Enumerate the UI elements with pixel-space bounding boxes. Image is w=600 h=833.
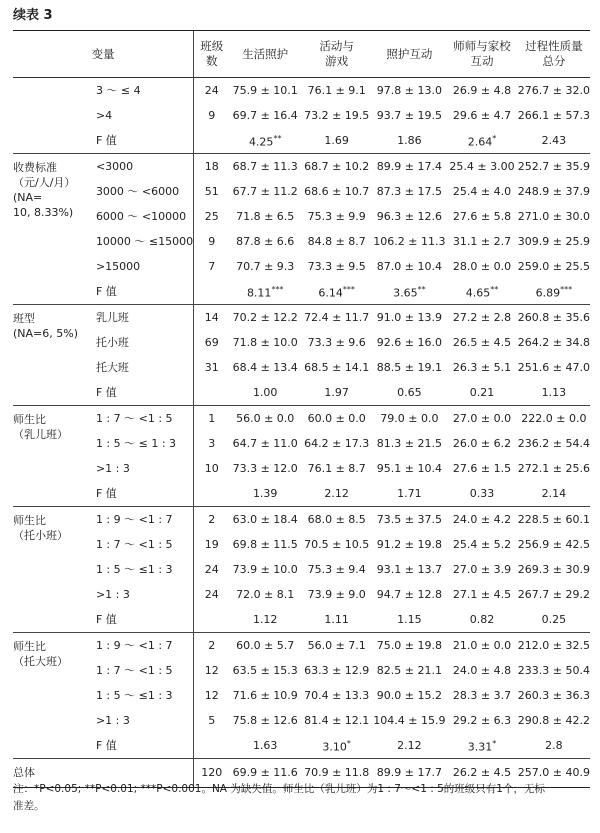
level-cell: 10000 ～ ≤15000 — [95, 234, 194, 248]
value-cell: 260.8 ± 35.6 — [518, 305, 590, 331]
table-row — [13, 279, 590, 305]
table-row — [13, 355, 590, 380]
level-cell: F 值 — [95, 738, 117, 752]
value-cell: 91.0 ± 13.9 — [372, 305, 446, 331]
value-cell: 91.2 ± 19.8 — [376, 537, 442, 551]
value-cell: 251.6 ± 47.0 — [517, 360, 590, 374]
total-label: 总体 — [13, 759, 194, 788]
value-cell: 73.3 ± 12.0 — [232, 461, 298, 475]
value-cell: 8.11*** — [246, 284, 284, 300]
value-cell: 72.4 ± 11.7 — [301, 305, 372, 331]
value-cell: 3.65** — [393, 284, 426, 300]
total-count-cell: 120 — [194, 759, 230, 788]
count-cell — [194, 607, 230, 633]
value-cell: 68.0 ± 8.5 — [301, 507, 372, 533]
value-cell: 56.0 ± 7.1 — [301, 633, 372, 659]
value-cell: 93.7 ± 19.5 — [376, 108, 442, 122]
count-cell: 12 — [194, 683, 230, 708]
value-cell: 4.25** — [248, 133, 282, 149]
table-row — [13, 305, 590, 331]
note-line-1: 注：*P<0.05; **P<0.01; ***P<0.001。NA 为缺失值。师生比（乳儿班）为1 : 7～<1 : 5的班级只有1个，无标 — [13, 783, 545, 795]
count-cell — [194, 733, 230, 759]
level-cell: 3000 ～ <6000 — [95, 184, 180, 198]
value-cell: 1.12 — [252, 612, 278, 626]
value-cell: 276.7 ± 32.0 — [517, 83, 590, 97]
table-row — [13, 481, 590, 507]
value-cell: 2.12 — [397, 738, 422, 752]
value-cell: 1.39 — [252, 486, 278, 500]
group-label — [13, 305, 90, 406]
value-cell: 6.89*** — [535, 284, 573, 300]
value-cell: 68.7 ± 10.2 — [301, 154, 372, 180]
header-life-care: 生活照护 — [229, 31, 300, 78]
value-cell: 6.14*** — [318, 284, 355, 300]
value-cell: 26.3 ± 5.1 — [452, 360, 512, 374]
value-cell: 2.43 — [541, 133, 567, 147]
value-cell: 25.4 ± 3.00 — [446, 154, 517, 180]
value-cell: 1.71 — [397, 486, 422, 500]
significance-mark: ** — [417, 284, 426, 294]
table-row — [13, 582, 590, 607]
count-cell: 2 — [194, 633, 230, 659]
count-cell — [194, 128, 230, 154]
value-cell: 228.5 ± 60.1 — [518, 507, 590, 533]
count-cell: 24 — [194, 582, 230, 607]
value-cell: 3.10* — [322, 738, 351, 754]
value-cell: 64.2 ± 17.3 — [304, 436, 370, 450]
total-value-cell: 70.9 ± 11.8 — [301, 759, 372, 788]
table-caption: 续表 3 — [13, 8, 53, 23]
significance-mark: *** — [560, 284, 573, 294]
level-cell: >1 : 3 — [95, 587, 130, 601]
level-cell: 1 : 5 ～ ≤1 : 3 — [95, 562, 173, 576]
value-cell: 70.2 ± 12.2 — [229, 305, 300, 331]
value-cell: 63.0 ± 18.4 — [229, 507, 300, 533]
value-cell: 264.2 ± 34.8 — [517, 335, 590, 349]
value-cell: 60.0 ± 0.0 — [301, 406, 372, 432]
table-row — [13, 380, 590, 406]
value-cell: 212.0 ± 32.5 — [518, 633, 590, 659]
value-cell: 0.21 — [469, 385, 495, 399]
group-label — [13, 154, 90, 305]
value-cell: 29.2 ± 6.3 — [452, 713, 512, 727]
value-cell: 222.0 ± 0.0 — [518, 406, 590, 432]
table-row — [13, 406, 590, 432]
header-process-quality: 过程性质量 总分 — [518, 31, 590, 78]
count-cell: 5 — [194, 708, 230, 733]
value-cell: 73.5 ± 37.5 — [372, 507, 446, 533]
total-value-cell: 89.9 ± 17.7 — [372, 759, 446, 788]
value-cell: 69.7 ± 16.4 — [232, 108, 298, 122]
value-cell: 56.0 ± 0.0 — [229, 406, 300, 432]
table-row — [13, 733, 590, 759]
value-cell: 93.1 ± 13.7 — [376, 562, 442, 576]
data-table — [13, 30, 590, 788]
value-cell: 29.6 ± 4.7 — [452, 108, 512, 122]
table-row — [13, 607, 590, 633]
value-cell: 71.6 ± 10.9 — [232, 688, 298, 702]
value-cell: 75.8 ± 12.6 — [232, 713, 298, 727]
value-cell: 21.0 ± 0.0 — [446, 633, 517, 659]
table-row — [13, 330, 590, 355]
group-label-line: 师生比 — [13, 413, 46, 426]
value-cell: 28.3 ± 3.7 — [452, 688, 512, 702]
table-row — [13, 229, 590, 254]
value-cell: 1.86 — [397, 133, 422, 147]
header-row — [13, 31, 590, 78]
table-row — [13, 128, 590, 154]
table-row — [13, 431, 590, 456]
value-cell: 70.7 ± 9.3 — [236, 259, 295, 273]
value-cell: 1.11 — [324, 612, 349, 626]
value-cell: 236.2 ± 54.4 — [517, 436, 590, 450]
count-cell: 12 — [194, 658, 230, 683]
value-cell: 73.9 ± 10.0 — [232, 562, 298, 576]
value-cell: 252.7 ± 35.9 — [518, 154, 590, 180]
table-row — [13, 708, 590, 733]
count-cell: 9 — [194, 103, 230, 128]
table-row — [13, 204, 590, 229]
value-cell: 26.0 ± 6.2 — [452, 436, 512, 450]
value-cell: 248.9 ± 37.9 — [517, 184, 590, 198]
total-value-cell: 69.9 ± 11.6 — [229, 759, 300, 788]
value-cell: 87.0 ± 10.4 — [376, 259, 442, 273]
table-row — [13, 507, 590, 533]
level-cell: >15000 — [95, 259, 141, 273]
level-cell: F 值 — [95, 486, 117, 500]
level-cell: 1 : 7 ～ <1 : 5 — [90, 406, 194, 432]
value-cell: 1.00 — [252, 385, 278, 399]
value-cell: 71.8 ± 6.5 — [236, 209, 295, 223]
group-label-line: （托大班） — [13, 655, 68, 668]
level-cell: 托小班 — [95, 335, 129, 349]
count-cell: 31 — [194, 355, 230, 380]
value-cell: 79.0 ± 0.0 — [372, 406, 446, 432]
value-cell: 69.8 ± 11.5 — [232, 537, 298, 551]
level-cell: 1 : 9 ～ <1 : 7 — [90, 633, 194, 659]
count-cell: 25 — [194, 204, 230, 229]
value-cell: 94.7 ± 12.8 — [376, 587, 442, 601]
value-cell: 1.63 — [252, 738, 278, 752]
value-cell: 24.0 ± 4.8 — [452, 663, 512, 677]
value-cell: 63.3 ± 12.9 — [304, 663, 370, 677]
level-cell: 托大班 — [95, 360, 129, 374]
group-label-line: (NA=6, 5%) — [13, 327, 78, 340]
value-cell: 96.3 ± 12.6 — [376, 209, 442, 223]
value-cell: 0.25 — [541, 612, 567, 626]
table-body — [13, 78, 590, 788]
value-cell: 2.8 — [545, 738, 563, 752]
level-cell: F 值 — [95, 133, 117, 147]
group-label — [13, 633, 90, 759]
level-cell: <3000 — [90, 154, 194, 180]
value-cell: 73.3 ± 9.5 — [307, 259, 366, 273]
value-cell: 267.7 ± 29.2 — [517, 587, 590, 601]
count-cell: 14 — [194, 305, 230, 331]
value-cell: 1.69 — [324, 133, 349, 147]
value-cell: 259.0 ± 25.5 — [517, 259, 590, 273]
group-label-line: 10, 8.33%) — [13, 206, 74, 219]
significance-mark: ** — [273, 133, 282, 143]
table-row — [13, 683, 590, 708]
value-cell: 68.6 ± 10.7 — [304, 184, 370, 198]
group-label-line: （元/人/月） — [13, 176, 76, 189]
value-cell: 266.1 ± 57.3 — [517, 108, 590, 122]
value-cell: 233.3 ± 50.4 — [517, 663, 590, 677]
value-cell: 87.3 ± 17.5 — [376, 184, 442, 198]
value-cell: 63.5 ± 15.3 — [232, 663, 298, 677]
value-cell: 73.2 ± 19.5 — [304, 108, 370, 122]
level-cell: 3 ～ ≤ 4 — [95, 83, 141, 97]
value-cell: 82.5 ± 21.1 — [376, 663, 442, 677]
value-cell: 68.4 ± 13.4 — [232, 360, 298, 374]
header-activity-game: 活动与 游戏 — [301, 31, 372, 78]
table-row — [13, 179, 590, 204]
value-cell: 25.4 ± 5.2 — [452, 537, 512, 551]
value-cell: 75.0 ± 19.8 — [372, 633, 446, 659]
value-cell: 27.6 ± 1.5 — [452, 461, 512, 475]
value-cell: 106.2 ± 11.3 — [373, 234, 446, 248]
value-cell: 25.4 ± 4.0 — [452, 184, 512, 198]
value-cell: 76.1 ± 8.7 — [307, 461, 366, 475]
value-cell: 27.0 ± 3.9 — [452, 562, 512, 576]
significance-mark: * — [492, 738, 497, 748]
value-cell: 73.3 ± 9.6 — [307, 335, 366, 349]
note-line-2: 准差。 — [13, 800, 45, 812]
value-cell: 68.5 ± 14.1 — [304, 360, 370, 374]
value-cell: 271.0 ± 30.0 — [517, 209, 590, 223]
table-row — [13, 78, 590, 104]
group-label-line: 收费标准 — [13, 161, 57, 174]
level-cell: >1 : 3 — [95, 461, 130, 475]
significance-mark: * — [492, 133, 497, 143]
count-cell: 18 — [194, 154, 230, 180]
value-cell: 31.1 ± 2.7 — [452, 234, 512, 248]
level-cell: F 值 — [95, 612, 117, 626]
count-cell: 3 — [194, 431, 230, 456]
value-cell: 272.1 ± 25.6 — [517, 461, 590, 475]
value-cell: 70.5 ± 10.5 — [304, 537, 370, 551]
value-cell: 60.0 ± 5.7 — [229, 633, 300, 659]
value-cell: 73.9 ± 9.0 — [307, 587, 366, 601]
group-label-line: （托小班） — [13, 529, 68, 542]
value-cell: 81.4 ± 12.1 — [304, 713, 370, 727]
table-row — [13, 154, 590, 180]
count-cell: 19 — [194, 532, 230, 557]
count-cell: 9 — [194, 229, 230, 254]
level-cell: 1 : 5 ～ ≤1 : 3 — [95, 688, 173, 702]
value-cell: 27.1 ± 4.5 — [452, 587, 512, 601]
value-cell: 104.4 ± 15.9 — [373, 713, 446, 727]
table-row — [13, 557, 590, 582]
value-cell: 26.9 ± 4.8 — [452, 83, 512, 97]
value-cell: 1.97 — [324, 385, 349, 399]
group-label-line: 师生比 — [13, 514, 46, 527]
total-value-cell: 26.2 ± 4.5 — [446, 759, 517, 788]
count-cell: 51 — [194, 179, 230, 204]
level-cell: 1 : 7 ～ <1 : 5 — [95, 663, 173, 677]
significance-mark: * — [346, 738, 351, 748]
value-cell: 0.33 — [469, 486, 495, 500]
count-cell: 10 — [194, 456, 230, 481]
table-row — [13, 456, 590, 481]
count-cell: 24 — [194, 78, 230, 104]
significance-mark: *** — [342, 284, 355, 294]
level-cell: 1 : 7 ～ <1 : 5 — [95, 537, 173, 551]
value-cell: 27.2 ± 2.8 — [446, 305, 517, 331]
value-cell: 89.9 ± 17.4 — [372, 154, 446, 180]
group-label — [13, 78, 90, 154]
value-cell: 1.15 — [397, 612, 422, 626]
value-cell: 68.7 ± 11.3 — [229, 154, 300, 180]
value-cell: 2.64* — [467, 133, 497, 149]
level-cell: >1 : 3 — [95, 713, 130, 727]
value-cell: 1.13 — [541, 385, 567, 399]
value-cell: 26.5 ± 4.5 — [452, 335, 512, 349]
header-teacher-home: 师师与家校 互动 — [446, 31, 517, 78]
value-cell: 0.82 — [469, 612, 495, 626]
count-cell: 69 — [194, 330, 230, 355]
significance-mark: *** — [271, 284, 284, 294]
count-cell — [194, 481, 230, 507]
value-cell: 3.31* — [467, 738, 497, 754]
value-cell: 81.3 ± 21.5 — [376, 436, 442, 450]
header-care-interaction: 照护互动 — [372, 31, 446, 78]
value-cell: 269.3 ± 30.9 — [517, 562, 590, 576]
group-label-line: (NA= — [13, 191, 43, 204]
value-cell: 309.9 ± 25.9 — [517, 234, 590, 248]
value-cell: 71.8 ± 10.0 — [232, 335, 298, 349]
significance-mark: ** — [490, 284, 499, 294]
value-cell: 28.0 ± 0.0 — [452, 259, 512, 273]
value-cell: 75.3 ± 9.9 — [307, 209, 366, 223]
value-cell: 0.65 — [397, 385, 422, 399]
value-cell: 72.0 ± 8.1 — [236, 587, 295, 601]
value-cell: 87.8 ± 6.6 — [236, 234, 295, 248]
level-cell: 1 : 5 ～ ≤ 1 : 3 — [95, 436, 177, 450]
level-cell: F 值 — [95, 385, 117, 399]
level-cell: 乳儿班 — [90, 305, 194, 331]
count-cell: 7 — [194, 254, 230, 279]
value-cell: 75.3 ± 9.4 — [307, 562, 366, 576]
value-cell: 2.12 — [324, 486, 349, 500]
group-label-line: （乳儿班） — [13, 428, 68, 441]
count-cell: 1 — [194, 406, 230, 432]
value-cell: 67.7 ± 11.2 — [232, 184, 298, 198]
value-cell: 84.8 ± 8.7 — [307, 234, 366, 248]
table-row — [13, 254, 590, 279]
value-cell: 27.0 ± 0.0 — [446, 406, 517, 432]
group-label-line: 师生比 — [13, 640, 46, 653]
count-cell — [194, 279, 230, 305]
value-cell: 90.0 ± 15.2 — [376, 688, 442, 702]
value-cell: 260.3 ± 36.3 — [517, 688, 590, 702]
group-label-line: 班型 — [13, 312, 35, 325]
value-cell: 95.1 ± 10.4 — [376, 461, 442, 475]
group-label — [13, 507, 90, 633]
table-row — [13, 103, 590, 128]
value-cell: 88.5 ± 19.1 — [376, 360, 442, 374]
group-label — [13, 406, 90, 507]
level-cell: >4 — [95, 108, 113, 122]
table-row — [13, 633, 590, 659]
value-cell: 256.9 ± 42.5 — [517, 537, 590, 551]
value-cell: 76.1 ± 9.1 — [307, 83, 366, 97]
count-cell: 24 — [194, 557, 230, 582]
total-value-cell: 257.0 ± 40.9 — [518, 759, 590, 788]
value-cell: 2.14 — [541, 486, 567, 500]
value-cell: 75.9 ± 10.1 — [232, 83, 298, 97]
value-cell: 4.65** — [465, 284, 499, 300]
header-variable: 变量 — [13, 31, 194, 78]
level-cell: 6000 ～ <10000 — [95, 209, 187, 223]
level-cell: F 值 — [95, 284, 117, 298]
level-cell: 1 : 9 ～ <1 : 7 — [90, 507, 194, 533]
count-cell: 2 — [194, 507, 230, 533]
table-note — [13, 781, 590, 815]
table-row — [13, 658, 590, 683]
count-cell — [194, 380, 230, 406]
value-cell: 70.4 ± 13.3 — [304, 688, 370, 702]
value-cell: 92.6 ± 16.0 — [376, 335, 442, 349]
value-cell: 27.6 ± 5.8 — [452, 209, 512, 223]
value-cell: 97.8 ± 13.0 — [376, 83, 442, 97]
value-cell: 24.0 ± 4.2 — [446, 507, 517, 533]
table-row — [13, 532, 590, 557]
value-cell: 64.7 ± 11.0 — [232, 436, 298, 450]
value-cell: 290.8 ± 42.2 — [517, 713, 590, 727]
header-class-count: 班级 数 — [194, 31, 230, 78]
